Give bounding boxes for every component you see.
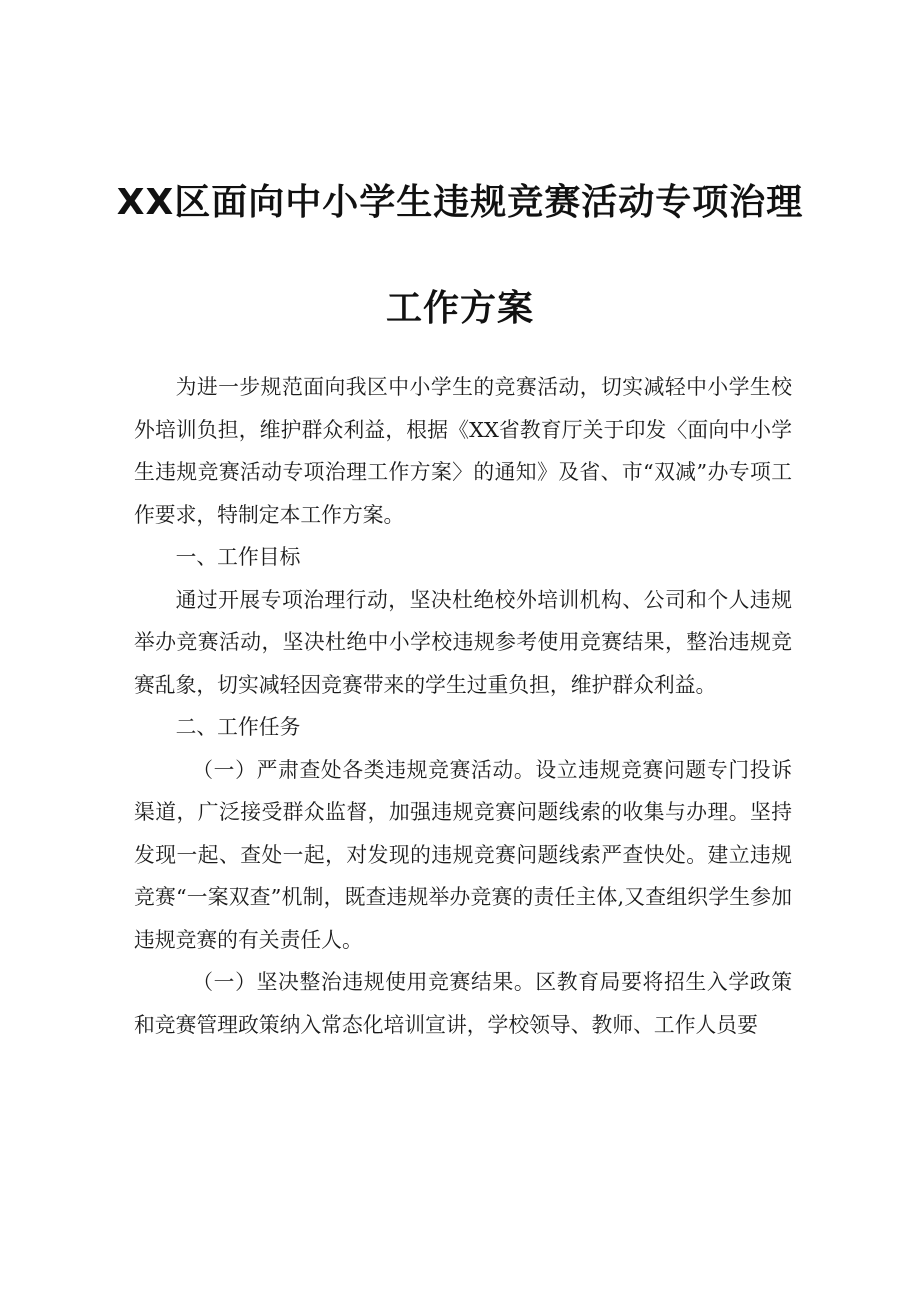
document-title-line-1: XX区面向中小学生违规竞赛活动专项治理 [116, 182, 804, 223]
section-heading-tasks: 二、工作任务 [175, 715, 301, 739]
task-paragraph-2: （一）坚决整治违规使用竞赛结果。区教育局要将招生入学政策和竞赛管理政策纳入常态化培训宣讲，学校领导、教师、工作人员要 [134, 970, 792, 1037]
document-title-line-2: 工作方案 [385, 288, 534, 329]
task-paragraph-1: （一）严肃查处各类违规竞赛活动。设立违规竞赛问题专门投诉渠道，广泛接受群众监督，加强违规竞赛问题线索的收集与办理。坚持发现一起、查处一起，对发现的违规竞赛问题线索严查快处。建立违规竞赛“一案双查”机制，既查违规举办竞赛的责任主体,又查组织学生参加违规竞赛的有关责任人。 [134, 757, 792, 952]
document-body [134, 366, 792, 1046]
section-heading-goals: 一、工作目标 [175, 545, 301, 569]
intro-paragraph: 为进一步规范面向我区中小学生的竞赛活动，切实减轻中小学生校外培训负担，维护群众利益，根据《XX省教育厅关于印发〈面向中小学生违规竞赛活动专项治理工作方案〉的通知》及省、市“双减”办专项工作要求，特制定本工作方案。 [134, 375, 792, 527]
goals-paragraph: 通过开展专项治理行动，坚决杜绝校外培训机构、公司和个人违规举办竞赛活动，坚决杜绝中小学校违规参考使用竞赛结果，整治违规竞赛乱象，切实减轻因竞赛带来的学生过重负担，维护群众利益。 [134, 587, 792, 697]
